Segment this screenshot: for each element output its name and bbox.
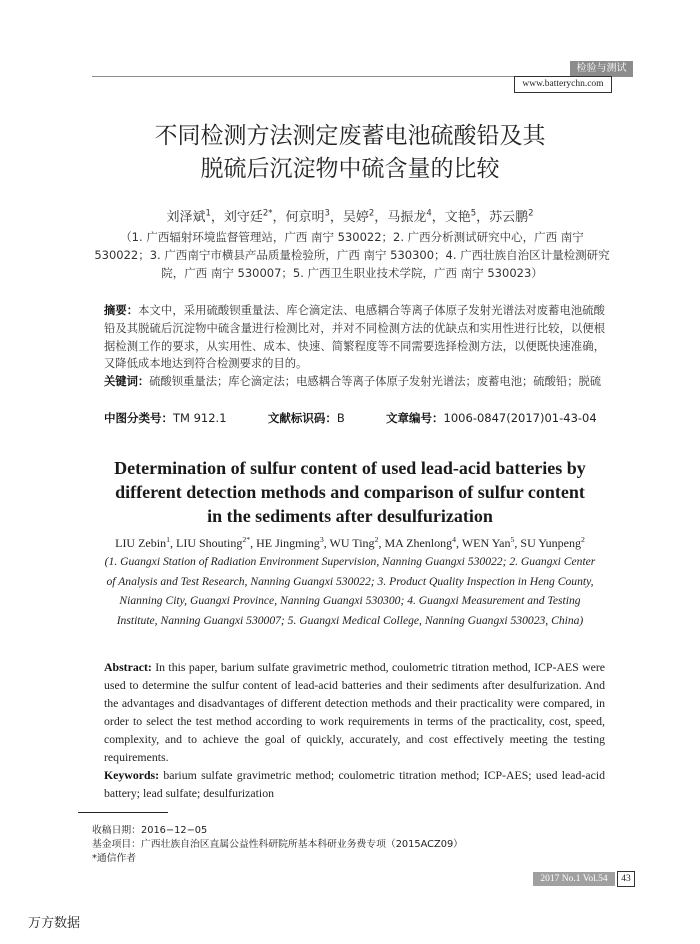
page-number: 43 xyxy=(617,871,635,887)
zh-abstract xyxy=(104,302,605,373)
en-author-name: WEN Yan xyxy=(461,536,511,550)
en-author-separator: , xyxy=(250,536,257,550)
zh-author-name: 吴婷 xyxy=(342,210,369,225)
zh-author-affil-mark: 2* xyxy=(262,207,273,218)
en-author-affil-mark: 2 xyxy=(374,535,379,544)
zh-author-affil-mark: 2 xyxy=(528,207,534,218)
en-keywords xyxy=(104,767,605,803)
zh-author-name: 刘泽斌 xyxy=(166,210,206,225)
journal-url[interactable]: www.batterychn.com xyxy=(514,76,612,93)
en-keywords-label: Keywords: xyxy=(104,768,160,782)
zh-author-name: 何京明 xyxy=(285,210,325,225)
zh-keywords-text: 硫酸钡重量法；库仑滴定法；电感耦合等离子体原子发射光谱法；废蓄电池；硫酸铅；脱硫 xyxy=(149,375,602,388)
en-author-affil-mark: 5 xyxy=(510,535,515,544)
zh-author-affil-mark: 3 xyxy=(324,207,330,218)
en-author-name: MA Zhenlong xyxy=(384,536,453,550)
zh-abstract-text: 本文中，采用硫酸钡重量法、库仑滴定法、电感耦合等离子体原子发射光谱法对废蓄电池硫酸铅及其脱硫后沉淀物中硫含量进行检测比对，并对不同检测方法的优缺点和实用性进行比较，以便根据检测工作的要求，从实用性、成本、快速、简繁程度等不同需要选择检测方法，以便既快速准确，又降低成本地达到符合检测要求的目的。 xyxy=(104,304,605,371)
article-no-label: 文章编号： xyxy=(386,411,444,425)
zh-author-separator: ， xyxy=(329,210,343,225)
en-author-affil-mark: 4 xyxy=(452,535,457,544)
received-date: 收稿日期：2016−12−05 xyxy=(92,825,208,836)
zh-author-affil-mark: 1 xyxy=(205,207,211,218)
en-author-name: HE Jingming xyxy=(256,536,320,550)
doc-code-label: 文献标识码： xyxy=(267,411,337,425)
en-author-separator: , xyxy=(170,536,176,550)
zh-keywords-label: 关键词： xyxy=(104,375,150,388)
zh-title-line-1: 不同检测方法测定废蓄电池硫酸铅及其 xyxy=(154,123,546,149)
article-no-value: 1006-0847(2017)01-43-04 xyxy=(443,411,597,425)
wanfang-watermark: 万方数据 xyxy=(28,916,81,931)
en-abstract-label: Abstract: xyxy=(104,660,152,674)
zh-author-name: 苏云鹏 xyxy=(489,210,529,225)
en-author-separator: , xyxy=(514,536,521,550)
en-author-list xyxy=(90,534,610,552)
en-author-name: SU Yunpeng xyxy=(520,536,581,550)
issue-badge: 2017 No.1 Vol.54 xyxy=(533,872,615,886)
zh-affiliations: （1. 广西辐射环境监督管理站，广西 南宁 530022；2. 广西分析测试研究中心，广西 南宁 530022；3. 广西南宁市横县产品质量检验所，广西 南宁 530300；4. 广西壮族自治区计量检测研究院，广西 南宁 530007；5. 广西卫生职业技术学院，广西 南宁 530023） xyxy=(94,230,610,280)
en-title xyxy=(70,456,630,528)
class-label: 中图分类号： xyxy=(104,411,173,425)
en-affiliations: (1. Guangxi Station of Radiation Environment Supervision, Nanning Guangxi 530022; 2. Guangxi Center of Analysis and Test Research, Nanning Guangxi 530022; 3. Product Quality Inspection in Heng County, Nianning City, Guangxi Province, Nanning Guangxi 530300; 4. Guangxi Measurement and Testing Institute, Nanning Guangxi 530007; 5. Guangxi Medical College, Nanning Guangxi 530023, China) xyxy=(104,555,596,627)
zh-author-affil-mark: 4 xyxy=(426,207,432,218)
zh-author-separator: ， xyxy=(431,210,445,225)
en-author-name: WU Ting xyxy=(329,536,375,550)
zh-author-separator: ， xyxy=(476,210,490,225)
en-author-name: LIU Zebin xyxy=(115,536,167,550)
zh-author-name: 文艳 xyxy=(444,210,471,225)
en-author-separator: , xyxy=(378,536,385,550)
en-author-affil-mark: 2* xyxy=(242,535,251,544)
zh-author-affil-mark: 2 xyxy=(368,207,375,218)
en-author-affil-mark: 3 xyxy=(319,535,324,544)
zh-author-separator: ， xyxy=(272,210,286,225)
en-abstract xyxy=(104,659,605,766)
zh-author-separator: ， xyxy=(210,210,224,225)
zh-author-separator: ， xyxy=(374,210,388,225)
zh-abstract-label: 摘要： xyxy=(104,304,139,317)
en-author-name: LIU Shouting xyxy=(176,536,243,550)
doc-code-value: B xyxy=(336,411,345,425)
zh-author-name: 马振龙 xyxy=(387,210,427,225)
zh-keywords xyxy=(104,373,605,391)
en-author-separator: , xyxy=(456,536,462,550)
en-keywords-text: barium sulfate gravimetric method; coulometric titration method; ICP-AES; used lead-acid battery; lead sulfate; desulfurization xyxy=(104,768,605,800)
en-title-line-1: Determination of sulfur content of used lead-acid batteries by xyxy=(114,458,586,478)
en-author-separator: , xyxy=(323,536,330,550)
zh-author-affil-mark: 5 xyxy=(470,207,477,218)
en-title-line-3: in the sediments after desulfurization xyxy=(207,506,493,526)
footnote-rule xyxy=(78,812,168,813)
en-abstract-text: In this paper, barium sulfate gravimetric method, coulometric titration method, ICP-AES were used to determine the sulfur content of lead-acid batteries and their sediments after desulfurization. And the advantages and disadvantages of different detection methods and their practicality were compared, in order to select the test method according to work requirements in terms of the practicality, cost, speed, complexity, and to achieve the goal of quickly, accurately, and cost effectively meeting the testing requirements. xyxy=(104,660,605,764)
corresponding-author: *通信作者 xyxy=(92,853,137,864)
section-tag: 检验与测试 xyxy=(570,61,633,77)
class-value: TM 912.1 xyxy=(173,411,227,425)
en-author-affil-mark: 2 xyxy=(580,535,585,544)
zh-title-line-2: 脱硫后沉淀物中硫含量的比较 xyxy=(200,156,500,182)
en-author-affil-mark: 1 xyxy=(166,535,170,544)
en-title-line-2: different detection methods and comparison of sulfur content xyxy=(115,482,585,502)
zh-author-list xyxy=(90,208,610,228)
fund-project: 基金项目：广西壮族自治区直属公益性科研院所基本科研业务费专项（2015ACZ09） xyxy=(92,839,463,850)
classification-line xyxy=(104,409,604,427)
zh-author-name: 刘守廷 xyxy=(223,210,263,225)
